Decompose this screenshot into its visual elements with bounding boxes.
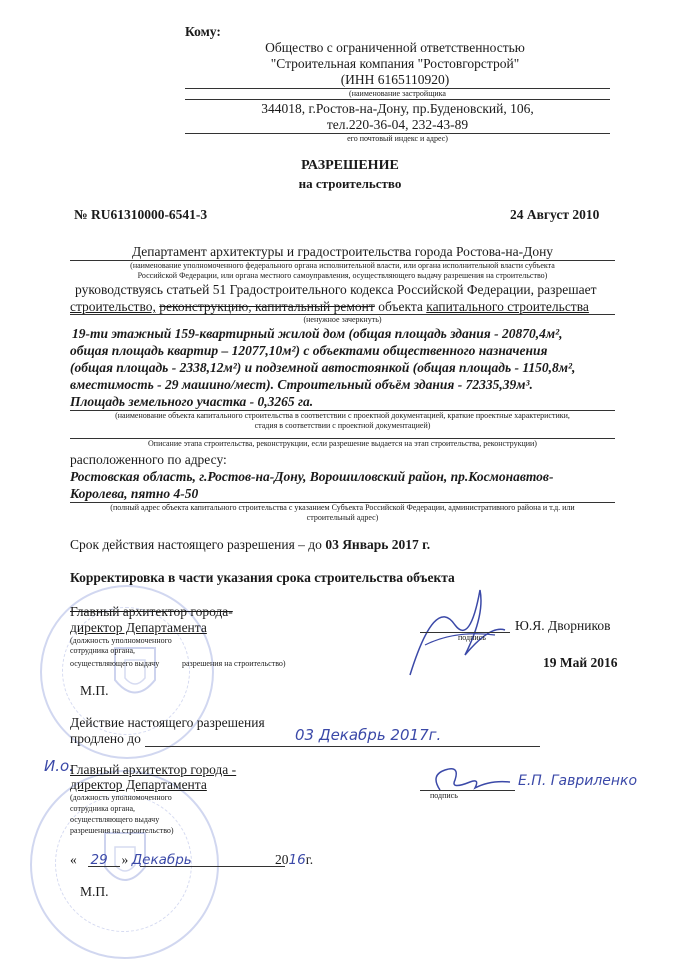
signer2-caption-4: разрешения на строительство) <box>70 826 174 835</box>
signer2-position-1: Главный архитектор города - <box>70 762 237 777</box>
signature-dvornikov-icon <box>395 585 515 685</box>
recipient-caption: (наименование застройщика <box>349 89 446 98</box>
permit-number: № RU61310000-6541-3 <box>74 207 208 222</box>
stage-caption: Описание этапа строительства, реконструкции, если разрешение выдается на этап строительства, реконструкции) <box>148 439 537 448</box>
signer2-caption-3: осуществляющего выдачу <box>70 815 160 824</box>
date-open-quote: « <box>70 852 77 867</box>
validity-label: Срок действия настоящего разрешения – до <box>70 537 322 552</box>
object-caption-1: (наименование объекта капитального строительства в соответствии с проектной документацией, краткие проектные характеристики, <box>115 411 570 420</box>
signer2-caption-1: (должность уполномоченного <box>70 793 172 802</box>
signer2-mp: М.П. <box>80 884 109 899</box>
location-caption-1: (полный адрес объекта капитального строительства с указанием Субъекта Российской Федерации, административного района и т.д. или <box>110 503 575 512</box>
signer1-mp: М.П. <box>80 683 109 698</box>
extension-label: продлено до <box>70 731 141 746</box>
date-month-handwritten: Декабрь <box>131 852 192 868</box>
recipient-address-line2: тел.220-36-04, 232-43-89 <box>326 117 469 132</box>
date-month-underline <box>140 866 285 867</box>
location-line-1: Ростовская область, г.Ростов-на-Дону, Ворошиловский район, пр.Космонавтов- <box>70 469 554 484</box>
signer1-caption-4: разрешения на строительство) <box>182 659 286 668</box>
date-day-handwritten: 29 <box>90 852 108 868</box>
authority-caption-2: Российской Федерации, или органа местного самоуправления, осуществляющего выдачу разрешения на строительство) <box>137 271 548 280</box>
recipient-separator <box>185 99 610 100</box>
object-line-1: 19-ти этажный 159-квартирный жилой дом (общая площадь здания - 20870,4м², <box>72 326 563 341</box>
acting-prefix-handwritten: И.о. <box>44 757 74 775</box>
signer1-date: 19 Май 2016 <box>543 655 618 670</box>
date-year-suffix: г. <box>305 852 314 867</box>
object-line-3: (общая площадь - 2338,12м²) и подземной автостоянкой (общая площадь - 1150,8м², <box>70 360 576 375</box>
permit-date: 24 Август 2010 <box>510 207 600 222</box>
signer1-caption-3: осуществляющего выдачу <box>70 659 160 668</box>
recipient-address-line1: 344018, г.Ростов-на-Дону, пр.Буденовский, 106, <box>261 101 534 116</box>
signer2-handwritten-name: Е.П. Гавриленко <box>518 773 638 789</box>
correction-heading: Корректировка в части указания срока строительства объекта <box>70 570 455 585</box>
date-year-prefix: 20 <box>275 852 289 867</box>
signer1-position-2: директор Департамента <box>70 620 207 635</box>
validity-date: 03 Январь 2017 г. <box>325 537 431 552</box>
authority-name: Департамент архитектуры и градостроительства города Ростова-на-Дону <box>131 244 554 259</box>
signer1-position-1: Главный архитектор города- <box>70 604 233 619</box>
object-line-4: вместимость - 29 машино/мест). Строительный объём здания - 72335,39м³. <box>70 377 533 392</box>
signer2-caption-2: сотрудника органа, <box>70 804 136 813</box>
object-caption-2: стадия в соответствии с проектной документацией) <box>254 421 431 430</box>
signer1-name: Ю.Я. Дворников <box>515 618 611 633</box>
location-label: расположенного по адресу: <box>70 452 227 467</box>
signer1-caption-1: (должность уполномоченного <box>70 636 172 645</box>
recipient-inn: (ИНН 6165110920) <box>340 72 450 87</box>
to-label: Кому: <box>185 24 221 39</box>
recipient-org-line1: Общество с ограниченной ответственностью <box>265 40 525 55</box>
object-line-2: общая площадь квартир – 12077,10м²) с объектами общественного назначения <box>70 343 548 358</box>
basis-text: руководствуясь статьей 51 Градостроительного кодекса Российской Федерации, разрешает <box>75 282 597 297</box>
capital-construction-word: капитального строительства <box>426 299 589 314</box>
address-caption: его почтовый индекс и адрес) <box>347 134 448 143</box>
extension-underline <box>145 746 540 747</box>
signer2-signature-caption: подпись <box>430 791 458 800</box>
object-line-5: Площадь земельного участка - 0,3265 га. <box>70 394 314 409</box>
extension-line-1: Действие настоящего разрешения <box>70 715 265 730</box>
extension-handwritten-date: 03 Декабрь 2017г. <box>295 726 442 744</box>
signer1-signature-caption: подпись <box>458 633 486 642</box>
authority-caption-1: (наименование уполномоченного федерального органа исполнительной власти, или органа исполнительной власти субъекта <box>130 261 555 270</box>
date-day-underline <box>88 866 120 867</box>
construction-word: строительство, <box>70 299 156 314</box>
recipient-org-line2: "Строительная компания "Ростовгорстрой" <box>270 56 520 71</box>
object-word: объекта <box>378 299 423 314</box>
document-subtitle: на строительство <box>298 176 402 191</box>
validity-row <box>70 537 430 553</box>
date-year-handwritten: 16 <box>288 852 306 868</box>
date-close-quote: » <box>121 852 129 867</box>
struck-out-options: реконструкцию, капитальный ремонт <box>159 299 375 314</box>
document-title: РАЗРЕШЕНИЕ <box>301 158 399 173</box>
location-line-2: Королева, пятно 4-50 <box>70 486 199 501</box>
signer2-position-2: директор Департамента <box>70 777 207 792</box>
location-caption-2: строительный адрес) <box>306 513 379 522</box>
signer1-caption-2: сотрудника органа, <box>70 646 136 655</box>
strike-note: (ненужное зачеркнуть) <box>303 315 382 324</box>
basis-permit-type <box>70 299 589 315</box>
